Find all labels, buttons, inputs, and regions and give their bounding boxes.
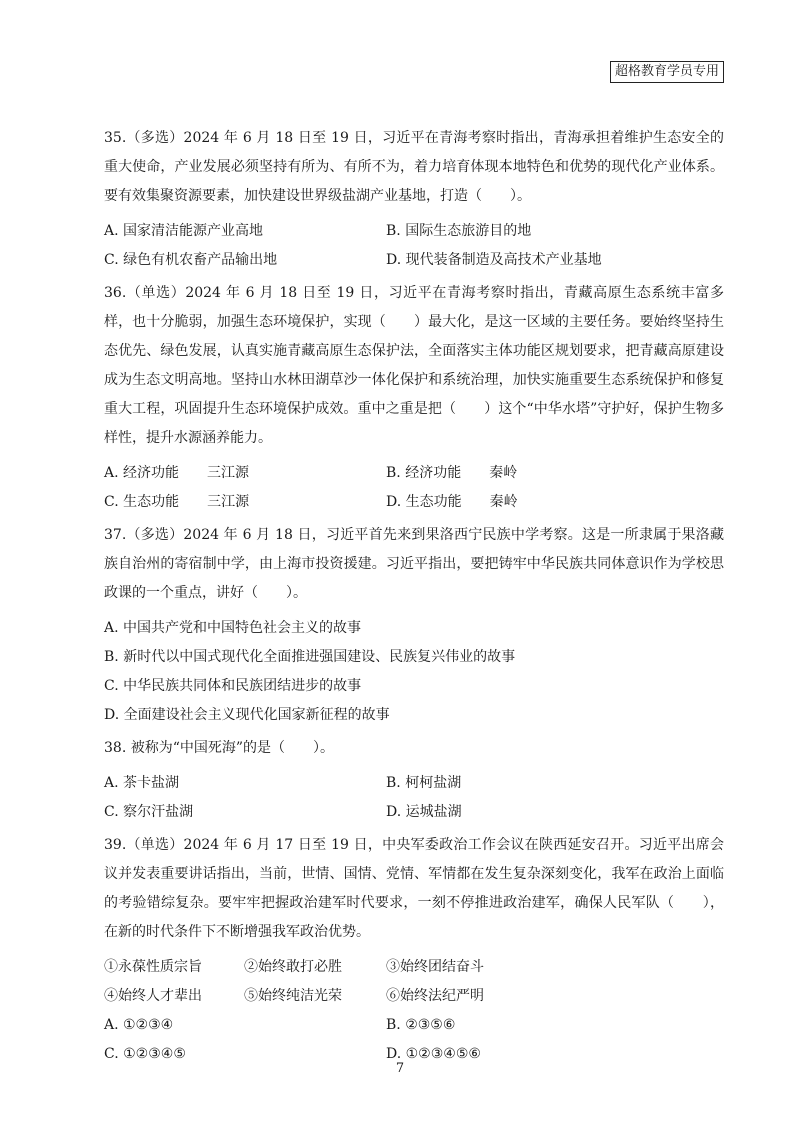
question-35 (104, 124, 724, 275)
option-c: C. 生态功能 三江源 (104, 494, 250, 510)
option-b: B. 经济功能 秦岭 (386, 465, 518, 481)
option-a: A. ①②③④ (104, 1017, 174, 1033)
option-d: D. 生态功能 秦岭 (386, 494, 518, 510)
option-d: D. 运城盐湖 (386, 804, 462, 820)
option-d: D. ①②③④⑤⑥ (386, 1046, 481, 1062)
option-c: C. 察尔汗盐湖 (104, 804, 194, 820)
option-b: B. 新时代以中国式现代化全面推进强国建设、民族复兴伟业的故事 (104, 649, 516, 665)
question-36 (104, 279, 724, 517)
statement-item: ④始终人才辈出 (104, 988, 202, 1004)
options (104, 217, 724, 275)
option-b: B. 国际生态旅游目的地 (386, 223, 532, 239)
question-39 (104, 831, 724, 1069)
option-a: A. 茶卡盐湖 (104, 775, 180, 791)
statement-items (104, 953, 724, 1011)
option-a: A. 国家清洁能源产业高地 (104, 223, 264, 239)
question-stem: 37.（多选）2024 年 6 月 18 日，习近平首先来到果洛西宁民族中学考察。这是一所隶属于果洛藏族自治州的寄宿制中学，由上海市投资援建。习近平指出，要把铸牢中华民族共同体意识作为学校思政课的一个重点，讲好（ ）。 (104, 527, 724, 601)
question-stem: 39.（单选）2024 年 6 月 17 日至 19 日，中央军委政治工作会议在陕西延安召开。习近平出席会议并发表重要讲话指出，当前，世情、国情、党情、军情都在发生复杂深刻变化，我军在政治上面临的考验错综复杂。要牢牢把握政治建军时代要求，一刻不停推进政治建军，确保人民军队（ ），在新的时代条件下不断增强我军政治优势。 (104, 837, 724, 940)
question-stem: 38. 被称为“中国死海”的是（ ）。 (104, 740, 335, 756)
question-stem: 35.（多选）2024 年 6 月 18 日至 19 日，习近平在青海考察时指出，青海承担着维护生态安全的重大使命，产业发展必须坚持有所为、有所不为，着力培育体现本地特色和优势的现代化产业体系。要有效集聚资源要素，加快建设世界级盐湖产业基地，打造（ ）。 (104, 130, 724, 204)
options (104, 769, 724, 827)
option-a: A. 中国共产党和中国特色社会主义的故事 (104, 620, 362, 636)
option-d: D. 全面建设社会主义现代化国家新征程的故事 (104, 707, 390, 723)
page-number: 7 (395, 1061, 405, 1076)
statement-item: ①永葆性质宗旨 (104, 959, 202, 975)
statement-item: ⑥始终法纪严明 (386, 988, 484, 1004)
options (104, 459, 724, 517)
option-b: B. ②③⑤⑥ (386, 1017, 456, 1033)
statement-item: ③始终团结奋斗 (386, 959, 484, 975)
statement-item: ⑤始终纯洁光荣 (244, 988, 342, 1004)
option-c: C. 中华民族共同体和民族团结进步的故事 (104, 678, 362, 694)
header-badge: 超格教育学员专用 (610, 61, 724, 83)
option-d: D. 现代装备制造及高技术产业基地 (386, 252, 602, 268)
question-stem: 36.（单选）2024 年 6 月 18 日至 19 日，习近平在青海考察时指出，青藏高原生态系统丰富多样，也十分脆弱，加强生态环境保护，实现（ ）最大化，是这一区域的主要任务。要始终坚持生态优先、绿色发展，认真实施青藏高原生态保护法，全面落实主体功能区规划要求，把青藏高原建设成为生态文明高地。坚持山水林田湖草沙一体化保护和系统治理，加快实施重要生态系统保护和修复重大工程，巩固提升生态环境保护成效。重中之重是把（ ）这个“中华水塔”守护好，保护生物多样性，提升水源涵养能力。 (104, 285, 724, 446)
option-c: C. ①②③④⑤ (104, 1046, 186, 1062)
question-38 (104, 734, 724, 827)
question-37 (104, 521, 724, 730)
option-a: A. 经济功能 三江源 (104, 465, 250, 481)
statement-item: ②始终敢打必胜 (244, 959, 342, 975)
question-list (104, 124, 724, 1079)
options (104, 614, 724, 730)
option-c: C. 绿色有机农畜产品输出地 (104, 252, 278, 268)
option-b: B. 柯柯盐湖 (386, 775, 462, 791)
